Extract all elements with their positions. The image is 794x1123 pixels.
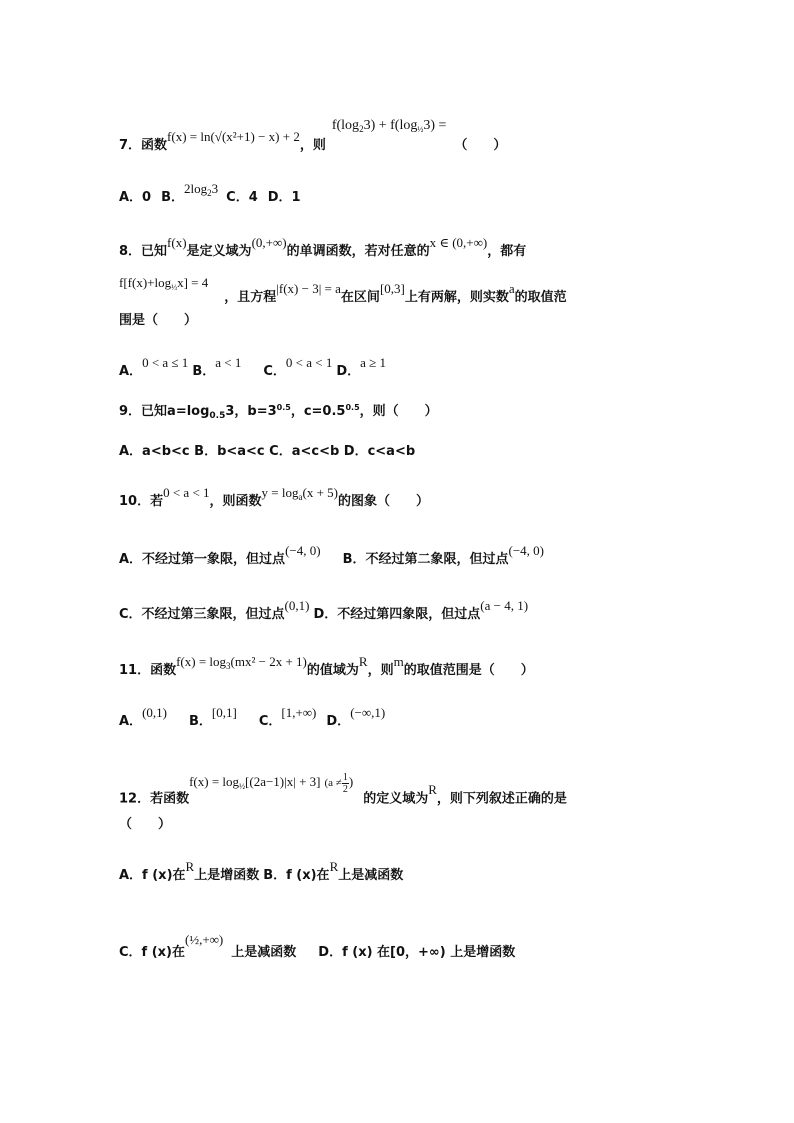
q8-equation: $f[f(x)+\log_{\frac{1}{3}}x] = 4$ xyxy=(119,275,209,292)
q8-options: A．0 < a ≤ 1B．a < 1C．0 < a < 1D．a ≥ 1 xyxy=(119,355,387,379)
question-11: 11．函数$f(x) = \log_3(mx^2 - 2x + 1)$的值域为R，则m的取值范围是（ ） xyxy=(119,654,534,678)
q12-options-ab: A．f (x)在R上是增函数 B．f (x)在R上是减函数 xyxy=(119,859,404,883)
question-12: 12．若函数$f(x) = \log_{\frac{1}{2}}[(2a-1)|x| + 3] (a$ ≠ $\frac{1}{2}$ )的定义域为R，则下列叙述正确的是 xyxy=(119,772,567,807)
question-9: 9．已知$a=\log_{0.5}3$，$b=3^{0.5}$，$c=0.5^{0.5}$，则（ ） xyxy=(119,403,438,421)
q10-options-cd: C．不经过第三象限，但过点(0,1)D．不经过第四象限，但过点(a − 4, 1) xyxy=(119,598,529,622)
q11-options: A．(0,1)B．[0,1]C．[1,+∞)D．(−∞,1) xyxy=(119,705,386,729)
q12-function: $f(x) = \log_{\frac{1}{2}}[(2a-1)|x| + 3] (a$ ≠ $\frac{1}{2}$ ) xyxy=(189,772,354,795)
q7-option-b-math: $2\log_23$ xyxy=(184,181,219,198)
q7-answer-paren: （ ） xyxy=(454,138,507,153)
question-7: 7．函数f(x) = ln(√(x²+1) − x) + 2，则$f(\log_23) + f(\log_{\frac{1}{2}}3)$ =（ ） xyxy=(119,118,507,153)
question-8: 8．已知f(x)是定义域为(0,+∞)的单调函数，若对任意的x ∈ (0,+∞)，都有 xyxy=(119,235,527,259)
q9-options: A．a<b<c B．b<a<c C．a<c<b D．c<a<b xyxy=(119,444,416,459)
question-8-line2: $f[f(x)+\log_{\frac{1}{3}}x] = 4$，且方程|f(x) − 3| = a在区间[0,3]上有两解，则实数a的取值范 xyxy=(119,275,567,305)
q7-expression: $f(\log_23) + f(\log_{\frac{1}{2}}3)$ = xyxy=(331,118,447,134)
q12-options-cd: C．f (x)在(½,+∞)上是减函数 D．f (x) 在[0，+∞) 上是增函数 xyxy=(119,932,516,960)
question-12-line2: （ ） xyxy=(119,817,172,832)
q10-options-ab: A．不经过第一象限，但过点(−4, 0)B．不经过第二象限，但过点(−4, 0) xyxy=(119,543,544,567)
question-10: 10．若0 < a < 1，则函数$y = \log_a(x + 5)$的图象（ ） xyxy=(119,485,430,509)
q7-options: A．0 B．$2\log_23C$．4 D．1 xyxy=(119,181,301,205)
q7-label: 7．函数 xyxy=(119,138,168,153)
question-8-line3: 围是（ ） xyxy=(119,313,198,328)
q7-function: f(x) = ln(√(x²+1) − x) + 2 xyxy=(167,129,300,144)
